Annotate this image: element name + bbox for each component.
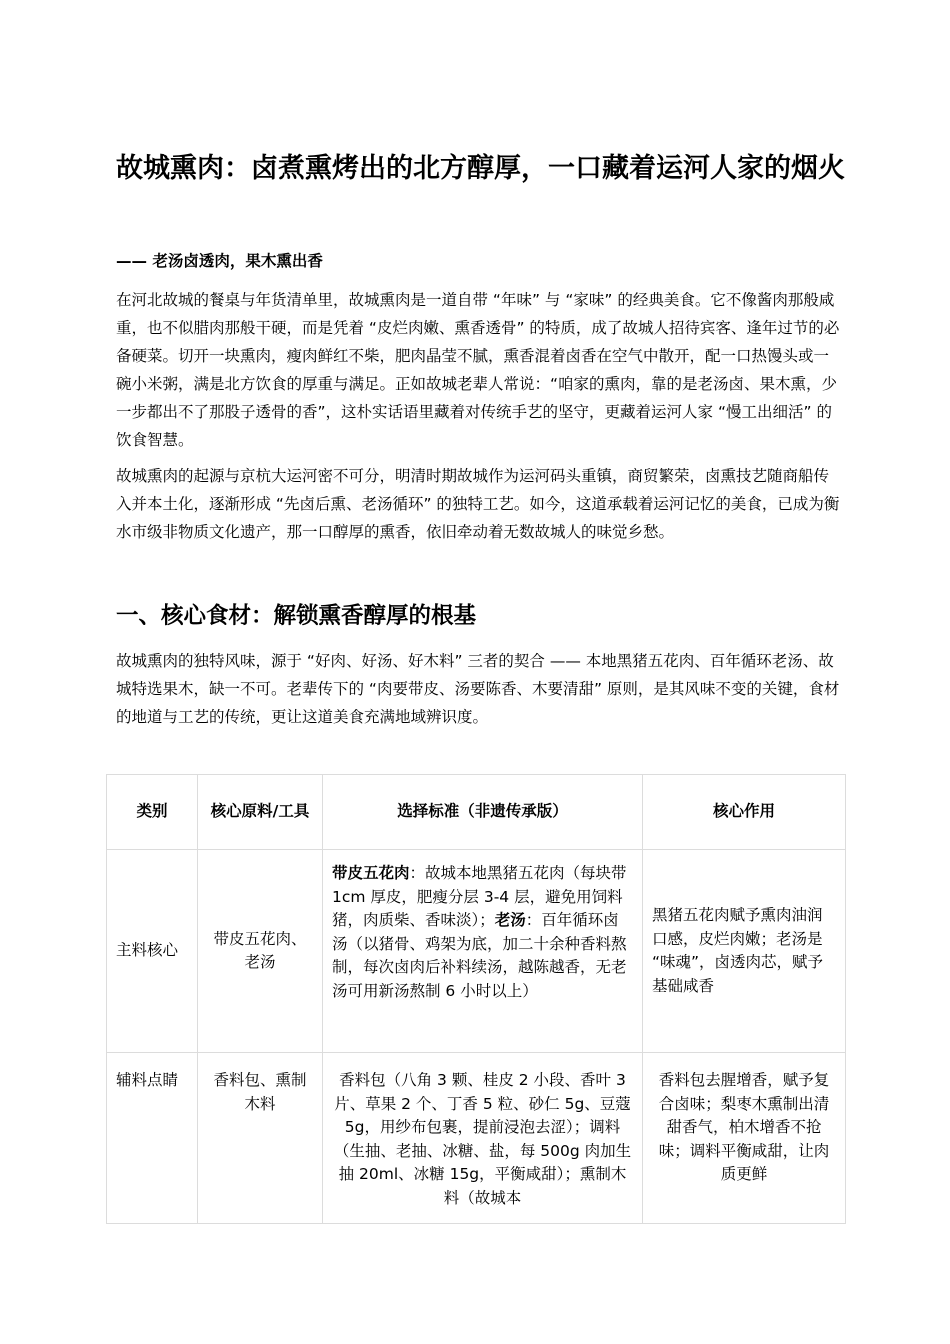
standard-text: 香料包（八角 3 颗、桂皮 2 小段、香叶 3 片、草果 2 个、丁香 5 粒、砂仁 5g、豆蔻 5g，用纱布包裹，提前浸泡去涩）；调料（生抽、老抽、冰糖、盐，每 500g 肉加生抽 20ml、冰糖 15g，平衡咸甜）；熏制木料（故城本 [333, 1071, 632, 1207]
cell-effect: 香料包去腥增香，赋予复合卤味；梨枣木熏制出清甜香气，柏木增香不抢味；调料平衡咸甜，让肉质更鲜 [643, 1053, 846, 1224]
page-title: 故城熏肉：卤煮熏烤出的北方醇厚，一口藏着运河人家的烟火 [116, 153, 845, 184]
cell-materials: 带皮五花肉、老汤 [198, 850, 323, 1053]
cell-effect: 黑猪五花肉赋予熏肉油润口感，皮烂肉嫩；老汤是 “味魂”，卤透肉芯，赋予基础咸香 [643, 850, 846, 1053]
cell-materials: 香料包、熏制木料 [198, 1053, 323, 1224]
standard-bold-term: 老汤 [494, 911, 526, 929]
table-row [107, 850, 846, 1053]
ingredients-table [106, 774, 846, 1224]
cell-category: 主料核心 [107, 850, 198, 1053]
intro-paragraph-1: 在河北故城的餐桌与年货清单里，故城熏肉是一道自带 “年味” 与 “家味” 的经典美食。它不像酱肉那般咸重，也不似腊肉那般干硬，而是凭着 “皮烂肉嫩、熏香透骨” 的特质，成了故城人招待宾客、逢年过节的必备硬菜。切开一块熏肉，瘦肉鲜红不柴，肥肉晶莹不腻，熏香混着卤香在空气中散开，配一口热馒头或一碗小米粥，满是北方饮食的厚重与满足。正如故城老辈人常说：“咱家的熏肉，靠的是老汤卤、果木熏，少一步都出不了那股子透骨的香”，这朴实话语里藏着对传统手艺的坚守，更藏着运河人家 “慢工出细活” 的饮食智慧。 [116, 291, 840, 449]
cell-standard [323, 1053, 643, 1224]
table-header-row [107, 775, 846, 850]
cell-category: 辅料点睛 [107, 1053, 198, 1224]
standard-text: ：百年循环卤汤（以猪骨、鸡架为底，加二十余种香料熬制，每次卤肉后补料续汤，越陈越香，无老汤可用新汤熬制 6 小时以上） [332, 911, 627, 1000]
standard-bold-term: 带皮五花肉 [332, 864, 410, 882]
table-row [107, 1053, 846, 1224]
cell-standard [323, 850, 643, 1053]
subtitle: —— 老汤卤透肉，果木熏出香 [116, 252, 323, 270]
header-effect: 核心作用 [643, 775, 846, 850]
header-materials: 核心原料/工具 [198, 775, 323, 850]
section-heading: 一、核心食材：解锁熏香醇厚的根基 [116, 603, 477, 629]
intro-paragraph-2: 故城熏肉的起源与京杭大运河密不可分，明清时期故城作为运河码头重镇，商贸繁荣，卤熏技艺随商船传入并本土化，逐渐形成 “先卤后熏、老汤循环” 的独特工艺。如今，这道承载着运河记忆的美食，已成为衡水市级非物质文化遗产，那一口醇厚的熏香，依旧牵动着无数故城人的味觉乡愁。 [116, 467, 840, 541]
header-standard: 选择标准（非遗传承版） [323, 775, 643, 850]
standard-text: ：故城本地黑猪五花肉（每块带 1cm 厚皮，肥瘦分层 3-4 层，避免用饲料猪，肉质柴、香味淡）； [332, 864, 627, 929]
header-category: 类别 [107, 775, 198, 850]
section-paragraph: 故城熏肉的独特风味，源于 “好肉、好汤、好木料” 三者的契合 —— 本地黑猪五花肉、百年循环老汤、故城特选果木，缺一不可。老辈传下的 “肉要带皮、汤要陈香、木要清甜” 原则，是其风味不变的关键，食材的地道与工艺的传统，更让这道美食充满地域辨识度。 [116, 652, 840, 726]
